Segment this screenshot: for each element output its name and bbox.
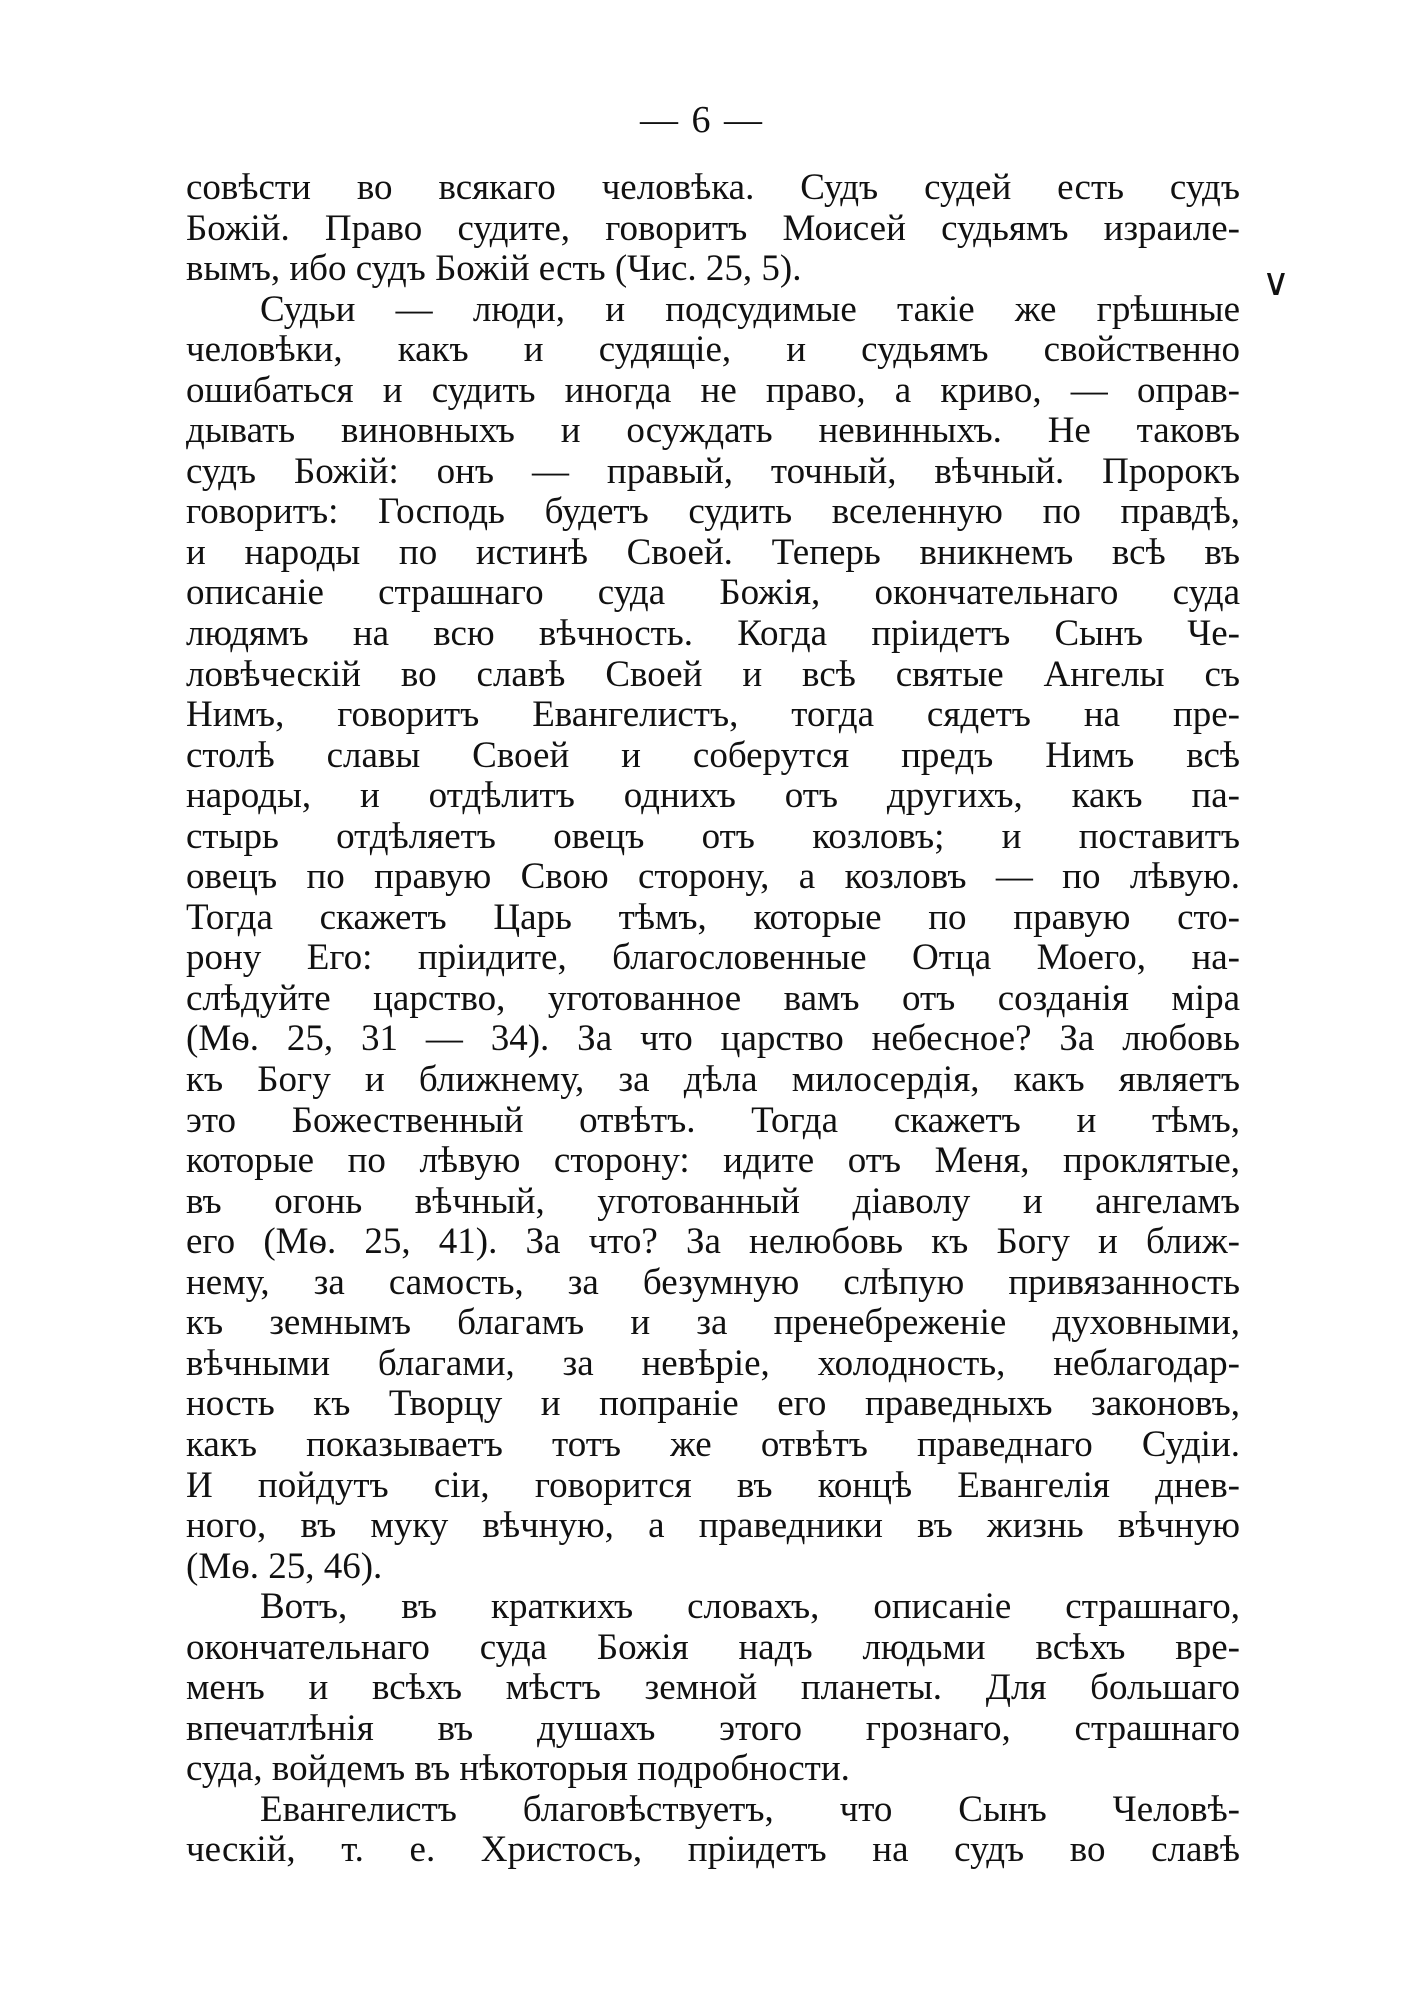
text-line: (Мѳ. 25, 46). xyxy=(186,1545,383,1587)
text-line: описаніе страшнаго суда Божія, окончательнаго суда xyxy=(186,572,1240,614)
text-line: И пойдутъ сіи, говорится въ концѣ Евангелія днев- xyxy=(186,1464,1240,1506)
text-line: окончательнаго суда Божія надъ людьми всѣхъ вре- xyxy=(186,1626,1240,1668)
text-line: Евангелистъ благовѣствуетъ, что Сынъ Человѣ- xyxy=(260,1788,1240,1830)
text-line: ошибаться и судить иногда не право, а криво, — оправ- xyxy=(186,369,1240,411)
text-line: совѣсти во всякаго человѣка. Судъ судей есть судъ xyxy=(186,167,1240,208)
text-line: людямъ на всю вѣчность. Когда пріидетъ Сынъ Че- xyxy=(186,613,1240,655)
text-line: Вотъ, въ краткихъ словахъ, описаніе страшнаго, xyxy=(260,1586,1240,1628)
text-line: слѣдуйте царство, уготованное вамъ отъ созданія міра xyxy=(186,977,1240,1019)
text-line: это Божественный отвѣтъ. Тогда скажетъ и тѣмъ, xyxy=(186,1099,1240,1141)
page-number: — 6 — xyxy=(640,99,764,141)
text-line: (Мѳ. 25, 31 — 34). За что царство небесное? За любовь xyxy=(186,1018,1240,1060)
text-line: рону Его: пріидите, благословенные Отца Моего, на- xyxy=(186,937,1240,979)
text-line: человѣки, какъ и судящіе, и судьямъ свойственно xyxy=(186,329,1240,371)
text-line: ность къ Творцу и попраніе его праведныхъ законовъ, xyxy=(186,1383,1240,1425)
text-line: народы, и отдѣлитъ однихъ отъ другихъ, какъ па- xyxy=(186,775,1240,817)
text-line: къ земнымъ благамъ и за пренебреженіе духовными, xyxy=(186,1302,1240,1344)
text-line: ловѣческій во славѣ Своей и всѣ святые Ангелы съ xyxy=(186,653,1240,695)
text-line: вѣчными благами, за невѣріе, холодность, неблагодар- xyxy=(186,1342,1240,1384)
text-line: и народы по истинѣ Своей. Теперь вникнемъ всѣ въ xyxy=(186,531,1240,573)
text-line: Нимъ, говоритъ Евангелистъ, тогда сядетъ на пре- xyxy=(186,694,1240,736)
text-line: говоритъ: Господь будетъ судить вселенную по правдѣ, xyxy=(186,491,1240,533)
text-line: дывать виновныхъ и осуждать невинныхъ. Не таковъ xyxy=(186,410,1240,452)
text-line: вымъ, ибо судъ Божій есть (Чис. 25, 5). xyxy=(186,248,802,290)
text-line: стырь отдѣляетъ овецъ отъ козловъ; и поставитъ xyxy=(186,815,1240,857)
text-line: ческій, т. е. Христосъ, пріидетъ на судъ во славѣ xyxy=(186,1829,1240,1871)
text-line: менъ и всѣхъ мѣстъ земной планеты. Для большаго xyxy=(186,1667,1240,1709)
text-line: его (Мѳ. 25, 41). За что? За нелюбовь къ Богу и ближ- xyxy=(186,1221,1240,1263)
text-line: въ огонь вѣчный, уготованный діаволу и ангеламъ xyxy=(186,1180,1240,1222)
text-line: судъ Божій: онъ — правый, точный, вѣчный. Пророкъ xyxy=(186,450,1240,492)
text-line: столѣ славы Своей и соберутся предъ Нимъ всѣ xyxy=(186,734,1240,776)
margin-checkmark-icon: ∨ xyxy=(1262,260,1290,304)
body-text xyxy=(186,168,1240,1871)
text-line: ного, въ муку вѣчную, а праведники въ жизнь вѣчную xyxy=(186,1505,1240,1547)
text-line: Тогда скажетъ Царь тѣмъ, которые по правую сто- xyxy=(186,896,1240,938)
text-line: впечатлѣнія въ душахъ этого грознаго, страшнаго xyxy=(186,1707,1240,1749)
text-line: нему, за самость, за безумную слѣпую привязанность xyxy=(186,1261,1240,1303)
text-line: какъ показываетъ тотъ же отвѣтъ праведнаго Судіи. xyxy=(186,1423,1240,1465)
text-line: Судьи — люди, и подсудимые такіе же грѣшные xyxy=(260,288,1240,330)
text-line: овецъ по правую Свою сторону, а козловъ — по лѣвую. xyxy=(186,856,1240,898)
text-line: которые по лѣвую сторону: идите отъ Меня, проклятые, xyxy=(186,1140,1240,1182)
text-line: суда, войдемъ въ нѣкоторыя подробности. xyxy=(186,1748,850,1790)
text-line: къ Богу и ближнему, за дѣла милосердія, какъ являетъ xyxy=(186,1059,1240,1101)
text-line: Божій. Право судите, говоритъ Моисей судьямъ израиле- xyxy=(186,207,1240,249)
